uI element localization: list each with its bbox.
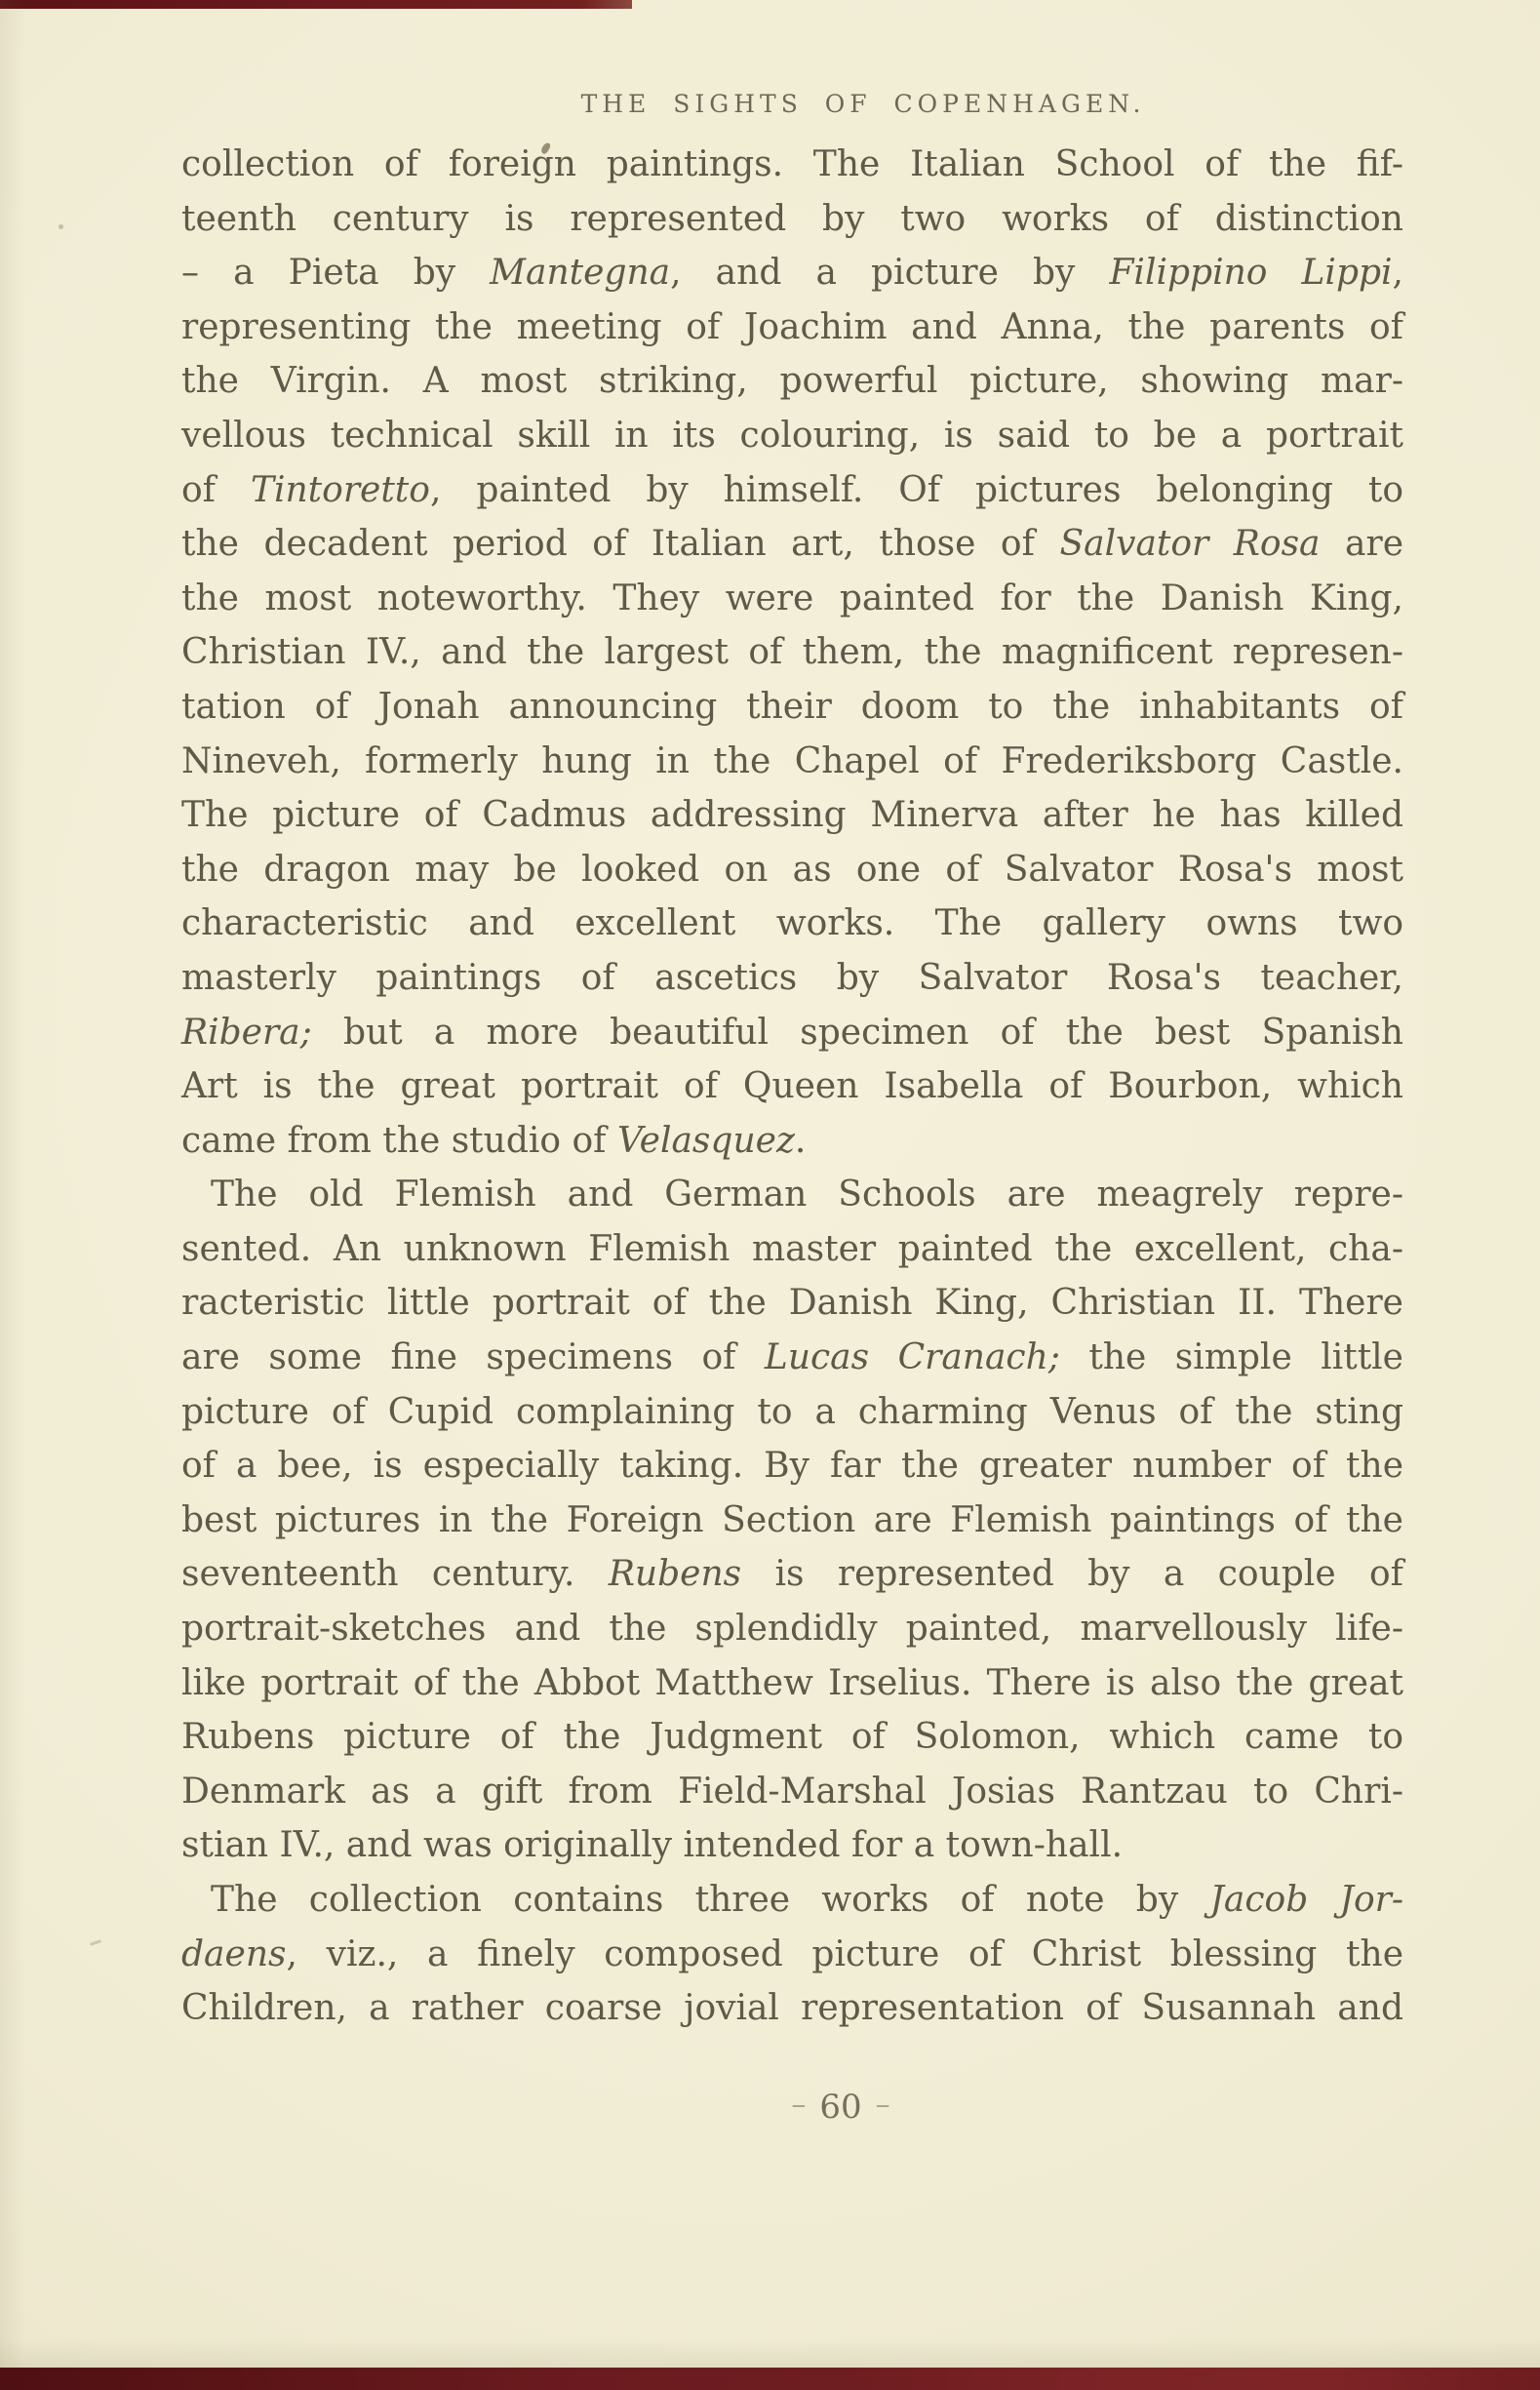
text-line: Art is the great portrait of Queen Isabella of Bourbon, which — [181, 1066, 1403, 1107]
text-line: of a bee, is especially taking. By far the greater number of the — [181, 1446, 1403, 1487]
text-line: – a Pieta by Mantegna, and a picture by Filippino Lippi, — [181, 253, 1403, 294]
text-line: are some fine specimens of Lucas Cranach; the simple little — [181, 1337, 1403, 1378]
text-line: The picture of Cadmus addressing Minerva after he has killed — [181, 795, 1403, 836]
text-line: characteristic and excellent works. The gallery owns two — [181, 903, 1403, 944]
text-line: daens, viz., a finely composed picture of Christ blessing the — [181, 1933, 1403, 1974]
text-line: The old Flemish and German Schools are meagrely repre- — [211, 1175, 1403, 1215]
text-line: Christian IV., and the largest of them, the magnificent represen- — [181, 632, 1403, 673]
text-line: representing the meeting of Joachim and Anna, the parents of — [181, 306, 1403, 347]
text-line: vellous technical skill in its colouring, is said to be a portrait — [181, 415, 1403, 456]
cover-band-bottom — [0, 2368, 1540, 2390]
paper-speck — [90, 1939, 101, 1946]
text-line: portrait-sketches and the splendidly painted, marvellously life- — [181, 1609, 1403, 1650]
scan-edge-shade-left — [0, 0, 25, 2390]
scan-edge-shade-bottom — [0, 2338, 1540, 2368]
cover-band-top — [0, 0, 632, 9]
text-line: Ribera; but a more beautiful specimen of the best Spanish — [181, 1012, 1403, 1053]
text-line: Denmark as a gift from Field-Marshal Josias Rantzau to Chri- — [181, 1771, 1403, 1812]
text-line: masterly paintings of ascetics by Salvator Rosa's teacher, — [181, 957, 1403, 998]
text-line: picture of Cupid complaining to a charming Venus of the sting — [181, 1391, 1403, 1432]
text-line: racteristic little portrait of the Danish King, Christian II. There — [181, 1283, 1403, 1324]
text-line: seventeenth century. Rubens is represented by a couple of — [181, 1554, 1404, 1595]
page-number-value: 60 — [819, 2088, 862, 2127]
page-number-dash-left: – — [791, 2088, 807, 2122]
text-line: came from the studio of Velasquez. — [181, 1120, 807, 1161]
running-header: THE SIGHTS OF COPENHAGEN. — [580, 90, 1146, 118]
text-line: stian IV., and was originally intended for a town-hall. — [181, 1825, 1124, 1866]
text-line: sented. An unknown Flemish master painted the excellent, cha- — [181, 1228, 1403, 1269]
text-line: of Tintoretto, painted by himself. Of pictures belonging to — [181, 469, 1403, 510]
text-line: the dragon may be looked on as one of Salvator Rosa's most — [181, 849, 1403, 890]
text-line: Children, a rather coarse jovial representation of Susannah and — [181, 1988, 1403, 2029]
body-text — [181, 138, 1403, 2036]
text-line: Nineveh, formerly hung in the Chapel of Frederiksborg Castle. — [181, 740, 1403, 781]
paper-speck — [59, 224, 63, 229]
page-number-dash-right: – — [875, 2088, 890, 2122]
text-line: the Virgin. A most striking, powerful picture, showing mar- — [181, 361, 1403, 402]
text-line: the decadent period of Italian art, those of Salvator Rosa are — [181, 524, 1404, 565]
text-line: collection of foreign paintings. The Italian School of the fif- — [181, 144, 1403, 184]
text-line: teenth century is represented by two works of distinction — [181, 198, 1403, 239]
text-line: like portrait of the Abbot Matthew Irselius. There is also the great — [181, 1662, 1403, 1703]
text-line: best pictures in the Foreign Section are Flemish paintings of the — [181, 1499, 1403, 1540]
text-line: the most noteworthy. They were painted for the Danish King, — [181, 578, 1403, 618]
page-number — [777, 2088, 903, 2127]
text-line: Rubens picture of the Judgment of Solomon, which came to — [181, 1717, 1403, 1758]
text-line: The collection contains three works of note by Jacob Jor- — [211, 1880, 1403, 1920]
text-line: tation of Jonah announcing their doom to the inhabitants of — [181, 686, 1403, 727]
